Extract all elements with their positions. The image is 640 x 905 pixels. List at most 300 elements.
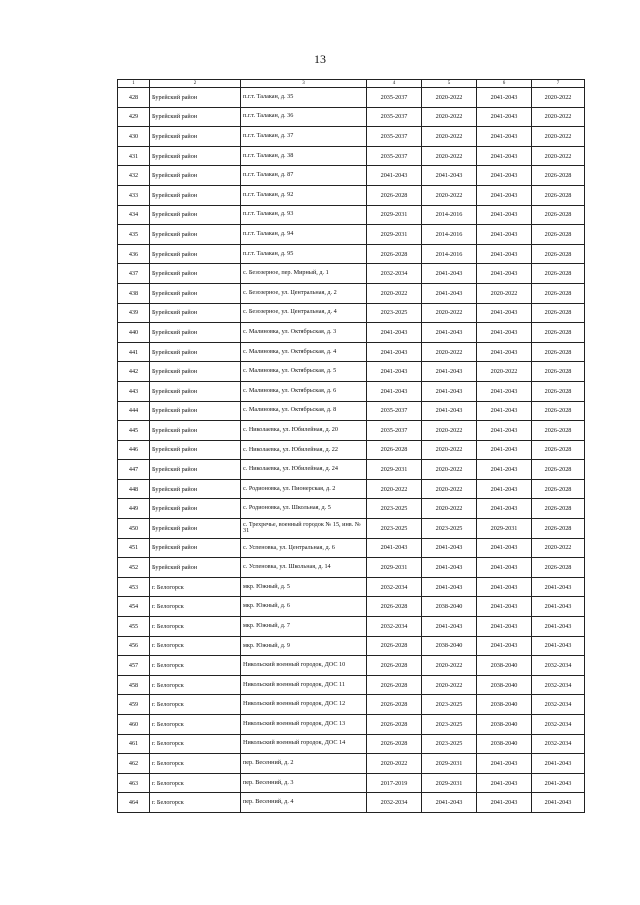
- period-cell: 2038-2040: [422, 597, 477, 617]
- period-cell: 2020-2022: [422, 460, 477, 480]
- period-cell: 2026-2028: [367, 675, 422, 695]
- table-row: [118, 479, 585, 499]
- table-row: [118, 303, 585, 323]
- row-number: 431: [118, 146, 150, 166]
- table-row: [118, 695, 585, 715]
- district-cell: г. Белогорск: [150, 773, 241, 793]
- address-cell: с. Безозерное, пер. Мирный, д. 1: [241, 264, 367, 284]
- row-number: 439: [118, 303, 150, 323]
- period-cell: 2035-2037: [367, 127, 422, 147]
- period-cell: 2041-2043: [532, 577, 585, 597]
- row-number: 445: [118, 421, 150, 441]
- period-cell: 2029-2031: [367, 205, 422, 225]
- address-cell: п.г.т. Талакан, д. 35: [241, 88, 367, 108]
- period-cell: 2041-2043: [422, 401, 477, 421]
- table-row: [118, 773, 585, 793]
- row-number: 462: [118, 754, 150, 774]
- period-cell: 2032-2034: [367, 793, 422, 813]
- district-cell: г. Белогорск: [150, 715, 241, 735]
- period-cell: 2041-2043: [367, 166, 422, 186]
- table-row: [118, 127, 585, 147]
- period-cell: 2032-2034: [367, 264, 422, 284]
- table-row: [118, 225, 585, 245]
- address-cell: Никольский военный городок, ДОС 11: [241, 675, 367, 695]
- period-cell: 2041-2043: [367, 342, 422, 362]
- period-cell: 2026-2028: [532, 264, 585, 284]
- address-cell: с. Малиновка, ул. Октябрьская, д. 3: [241, 323, 367, 343]
- district-cell: г. Белогорск: [150, 754, 241, 774]
- table-row: [118, 715, 585, 735]
- period-cell: 2041-2043: [477, 499, 532, 519]
- period-cell: 2041-2043: [422, 323, 477, 343]
- period-cell: 2020-2022: [532, 127, 585, 147]
- district-cell: Бурейский район: [150, 225, 241, 245]
- column-number: 3: [241, 80, 367, 88]
- address-cell: п.г.т. Талакан, д. 36: [241, 107, 367, 127]
- address-cell: Никольский военный городок, ДОС 12: [241, 695, 367, 715]
- period-cell: 2026-2028: [367, 636, 422, 656]
- period-cell: 2020-2022: [422, 185, 477, 205]
- district-cell: г. Белогорск: [150, 695, 241, 715]
- period-cell: 2026-2028: [532, 244, 585, 264]
- table-row: [118, 166, 585, 186]
- table-row: [118, 734, 585, 754]
- period-cell: 2014-2016: [422, 244, 477, 264]
- period-cell: 2041-2043: [477, 205, 532, 225]
- address-cell: мкр. Южный, д. 7: [241, 617, 367, 637]
- row-number: 447: [118, 460, 150, 480]
- period-cell: 2026-2028: [532, 558, 585, 578]
- period-cell: 2020-2022: [422, 499, 477, 519]
- period-cell: 2020-2022: [477, 283, 532, 303]
- district-cell: Бурейский район: [150, 342, 241, 362]
- period-cell: 2017-2019: [367, 773, 422, 793]
- period-cell: 2029-2031: [477, 519, 532, 539]
- row-number: 440: [118, 323, 150, 343]
- period-cell: 2041-2043: [422, 362, 477, 382]
- period-cell: 2035-2037: [367, 146, 422, 166]
- period-cell: 2041-2043: [532, 617, 585, 637]
- address-cell: с. Родионовка, ул. Пионерская, д. 2: [241, 479, 367, 499]
- period-cell: 2020-2022: [532, 538, 585, 558]
- table-row: [118, 577, 585, 597]
- period-cell: 2041-2043: [477, 479, 532, 499]
- period-cell: 2020-2022: [532, 107, 585, 127]
- period-cell: 2041-2043: [477, 773, 532, 793]
- district-cell: г. Белогорск: [150, 675, 241, 695]
- period-cell: 2023-2025: [367, 519, 422, 539]
- address-cell: с. Малиновка, ул. Октябрьская, д. 8: [241, 401, 367, 421]
- row-number: 443: [118, 381, 150, 401]
- row-number: 456: [118, 636, 150, 656]
- address-cell: п.г.т. Талакан, д. 87: [241, 166, 367, 186]
- row-number: 457: [118, 656, 150, 676]
- period-cell: 2020-2022: [422, 107, 477, 127]
- address-cell: с. Малиновка, ул. Октябрьская, д. 5: [241, 362, 367, 382]
- period-cell: 2041-2043: [422, 538, 477, 558]
- table-row: [118, 421, 585, 441]
- address-cell: с. Успеновка, ул. Центральная, д. 6: [241, 538, 367, 558]
- period-cell: 2041-2043: [367, 362, 422, 382]
- address-cell: с. Безозерное, ул. Центральная, д. 2: [241, 283, 367, 303]
- address-cell: Никольский военный городок, ДОС 14: [241, 734, 367, 754]
- period-cell: 2041-2043: [422, 617, 477, 637]
- table-row: [118, 264, 585, 284]
- table-row: [118, 636, 585, 656]
- address-cell: мкр. Южный, д. 6: [241, 597, 367, 617]
- row-number: 452: [118, 558, 150, 578]
- period-cell: 2038-2040: [477, 715, 532, 735]
- period-cell: 2041-2043: [422, 558, 477, 578]
- period-cell: 2041-2043: [532, 636, 585, 656]
- page-number: 13: [314, 52, 326, 66]
- period-cell: 2023-2025: [367, 303, 422, 323]
- row-number: 428: [118, 88, 150, 108]
- period-cell: 2035-2037: [367, 107, 422, 127]
- period-cell: 2026-2028: [532, 283, 585, 303]
- table-row: [118, 460, 585, 480]
- address-cell: пер. Весенний, д. 2: [241, 754, 367, 774]
- period-cell: 2020-2022: [422, 303, 477, 323]
- period-cell: 2029-2031: [367, 460, 422, 480]
- period-cell: 2026-2028: [532, 401, 585, 421]
- table-row: [118, 656, 585, 676]
- period-cell: 2023-2025: [422, 734, 477, 754]
- period-cell: 2020-2022: [422, 88, 477, 108]
- period-cell: 2026-2028: [367, 185, 422, 205]
- period-cell: 2026-2028: [367, 656, 422, 676]
- period-cell: 2026-2028: [532, 323, 585, 343]
- period-cell: 2038-2040: [477, 734, 532, 754]
- district-cell: Бурейский район: [150, 107, 241, 127]
- address-cell: пер. Весенний, д. 3: [241, 773, 367, 793]
- district-cell: Бурейский район: [150, 88, 241, 108]
- housing-schedule-table: [117, 79, 585, 813]
- period-cell: 2041-2043: [422, 283, 477, 303]
- row-number: 450: [118, 519, 150, 539]
- period-cell: 2023-2025: [422, 519, 477, 539]
- period-cell: 2038-2040: [422, 636, 477, 656]
- period-cell: 2020-2022: [422, 675, 477, 695]
- period-cell: 2029-2031: [367, 225, 422, 245]
- district-cell: Бурейский район: [150, 303, 241, 323]
- column-number: 4: [367, 80, 422, 88]
- period-cell: 2026-2028: [532, 185, 585, 205]
- address-cell: с. Малиновка, ул. Октябрьская, д. 6: [241, 381, 367, 401]
- row-number: 437: [118, 264, 150, 284]
- district-cell: Бурейский район: [150, 205, 241, 225]
- district-cell: Бурейский район: [150, 127, 241, 147]
- address-cell: с. Малиновка, ул. Октябрьская, д. 4: [241, 342, 367, 362]
- period-cell: 2023-2025: [422, 715, 477, 735]
- row-number: 458: [118, 675, 150, 695]
- district-cell: Бурейский район: [150, 146, 241, 166]
- table-row: [118, 675, 585, 695]
- period-cell: 2020-2022: [367, 754, 422, 774]
- row-number: 446: [118, 440, 150, 460]
- district-cell: Бурейский район: [150, 166, 241, 186]
- column-number: 5: [422, 80, 477, 88]
- address-cell: п.г.т. Талакан, д. 95: [241, 244, 367, 264]
- address-cell: мкр. Южный, д. 5: [241, 577, 367, 597]
- table-row: [118, 440, 585, 460]
- table-row: [118, 558, 585, 578]
- period-cell: 2041-2043: [477, 146, 532, 166]
- district-cell: Бурейский район: [150, 558, 241, 578]
- column-number: 2: [150, 80, 241, 88]
- period-cell: 2041-2043: [477, 754, 532, 774]
- district-cell: Бурейский район: [150, 185, 241, 205]
- row-number: 448: [118, 479, 150, 499]
- district-cell: г. Белогорск: [150, 656, 241, 676]
- period-cell: 2026-2028: [367, 695, 422, 715]
- address-cell: с. Николаевка, ул. Юбилейная, д. 22: [241, 440, 367, 460]
- district-cell: г. Белогорск: [150, 597, 241, 617]
- table-row: [118, 205, 585, 225]
- period-cell: 2041-2043: [477, 440, 532, 460]
- period-cell: 2041-2043: [477, 558, 532, 578]
- period-cell: 2041-2043: [477, 127, 532, 147]
- period-cell: 2026-2028: [532, 479, 585, 499]
- period-cell: 2041-2043: [422, 793, 477, 813]
- period-cell: 2041-2043: [477, 323, 532, 343]
- district-cell: Бурейский район: [150, 283, 241, 303]
- address-cell: п.г.т. Талакан, д. 93: [241, 205, 367, 225]
- period-cell: 2026-2028: [532, 519, 585, 539]
- period-cell: 2041-2043: [532, 597, 585, 617]
- period-cell: 2026-2028: [532, 440, 585, 460]
- period-cell: 2029-2031: [367, 558, 422, 578]
- row-number: 460: [118, 715, 150, 735]
- address-cell: Никольский военный городок, ДОС 10: [241, 656, 367, 676]
- period-cell: 2020-2022: [422, 421, 477, 441]
- table-row: [118, 401, 585, 421]
- period-cell: 2041-2043: [477, 107, 532, 127]
- period-cell: 2035-2037: [367, 88, 422, 108]
- period-cell: 2041-2043: [532, 754, 585, 774]
- table-row: [118, 342, 585, 362]
- period-cell: 2026-2028: [532, 225, 585, 245]
- period-cell: 2023-2025: [422, 695, 477, 715]
- district-cell: Бурейский район: [150, 244, 241, 264]
- period-cell: 2041-2043: [477, 597, 532, 617]
- address-cell: с. Безозерное, ул. Центральная, д. 4: [241, 303, 367, 323]
- period-cell: 2020-2022: [367, 479, 422, 499]
- row-number: 441: [118, 342, 150, 362]
- period-cell: 2041-2043: [367, 538, 422, 558]
- period-cell: 2041-2043: [367, 381, 422, 401]
- period-cell: 2026-2028: [367, 244, 422, 264]
- period-cell: 2041-2043: [477, 381, 532, 401]
- row-number: 444: [118, 401, 150, 421]
- table-row: [118, 107, 585, 127]
- column-number: 1: [118, 80, 150, 88]
- period-cell: 2041-2043: [477, 264, 532, 284]
- period-cell: 2032-2034: [532, 656, 585, 676]
- period-cell: 2026-2028: [532, 166, 585, 186]
- period-cell: 2032-2034: [532, 734, 585, 754]
- table-row: [118, 519, 585, 539]
- row-number: 455: [118, 617, 150, 637]
- address-cell: п.г.т. Талакан, д. 38: [241, 146, 367, 166]
- period-cell: 2041-2043: [367, 323, 422, 343]
- district-cell: Бурейский район: [150, 440, 241, 460]
- row-number: 451: [118, 538, 150, 558]
- period-cell: 2038-2040: [477, 656, 532, 676]
- district-cell: Бурейский район: [150, 401, 241, 421]
- period-cell: 2035-2037: [367, 401, 422, 421]
- row-number: 453: [118, 577, 150, 597]
- table-row: [118, 146, 585, 166]
- period-cell: 2026-2028: [532, 499, 585, 519]
- table-row: [118, 538, 585, 558]
- period-cell: 2020-2022: [422, 440, 477, 460]
- period-cell: 2020-2022: [367, 283, 422, 303]
- row-number: 435: [118, 225, 150, 245]
- district-cell: Бурейский район: [150, 538, 241, 558]
- address-cell: с. Родионовка, ул. Школьная, д. 5: [241, 499, 367, 519]
- district-cell: Бурейский район: [150, 460, 241, 480]
- district-cell: Бурейский район: [150, 362, 241, 382]
- period-cell: 2041-2043: [477, 577, 532, 597]
- period-cell: 2041-2043: [422, 577, 477, 597]
- period-cell: 2026-2028: [367, 715, 422, 735]
- table-row: [118, 754, 585, 774]
- period-cell: 2038-2040: [477, 695, 532, 715]
- period-cell: 2041-2043: [422, 166, 477, 186]
- column-number: 7: [532, 80, 585, 88]
- table-row: [118, 793, 585, 813]
- period-cell: 2020-2022: [422, 342, 477, 362]
- district-cell: Бурейский район: [150, 519, 241, 539]
- row-number: 434: [118, 205, 150, 225]
- period-cell: 2026-2028: [367, 440, 422, 460]
- period-cell: 2041-2043: [477, 166, 532, 186]
- table-row: [118, 185, 585, 205]
- row-number: 454: [118, 597, 150, 617]
- row-number: 436: [118, 244, 150, 264]
- period-cell: 2014-2016: [422, 205, 477, 225]
- row-number: 442: [118, 362, 150, 382]
- period-cell: 2041-2043: [422, 264, 477, 284]
- row-number: 430: [118, 127, 150, 147]
- period-cell: 2020-2022: [532, 146, 585, 166]
- period-cell: 2038-2040: [477, 675, 532, 695]
- period-cell: 2041-2043: [477, 538, 532, 558]
- address-cell: п.г.т. Талакан, д. 92: [241, 185, 367, 205]
- table-row: [118, 597, 585, 617]
- period-cell: 2032-2034: [532, 675, 585, 695]
- address-cell: п.г.т. Талакан, д. 37: [241, 127, 367, 147]
- period-cell: 2026-2028: [532, 381, 585, 401]
- period-cell: 2029-2031: [422, 773, 477, 793]
- address-cell: с. Николаевка, ул. Юбилейная, д. 20: [241, 421, 367, 441]
- row-number: 429: [118, 107, 150, 127]
- period-cell: 2020-2022: [422, 656, 477, 676]
- period-cell: 2026-2028: [367, 597, 422, 617]
- period-cell: 2041-2043: [477, 342, 532, 362]
- period-cell: 2023-2025: [367, 499, 422, 519]
- period-cell: 2029-2031: [422, 754, 477, 774]
- period-cell: 2041-2043: [477, 303, 532, 323]
- period-cell: 2032-2034: [532, 715, 585, 735]
- row-number: 459: [118, 695, 150, 715]
- column-number-row: [118, 80, 585, 88]
- district-cell: Бурейский район: [150, 421, 241, 441]
- period-cell: 2041-2043: [532, 773, 585, 793]
- period-cell: 2020-2022: [422, 146, 477, 166]
- period-cell: 2041-2043: [477, 185, 532, 205]
- period-cell: 2026-2028: [532, 342, 585, 362]
- table-row: [118, 381, 585, 401]
- district-cell: г. Белогорск: [150, 617, 241, 637]
- district-cell: г. Белогорск: [150, 734, 241, 754]
- period-cell: 2041-2043: [532, 793, 585, 813]
- period-cell: 2041-2043: [477, 244, 532, 264]
- address-cell: мкр. Южный, д. 9: [241, 636, 367, 656]
- period-cell: 2020-2022: [422, 479, 477, 499]
- period-cell: 2026-2028: [532, 303, 585, 323]
- period-cell: 2014-2016: [422, 225, 477, 245]
- period-cell: 2041-2043: [477, 793, 532, 813]
- period-cell: 2041-2043: [477, 617, 532, 637]
- table-row: [118, 617, 585, 637]
- district-cell: Бурейский район: [150, 499, 241, 519]
- row-number: 433: [118, 185, 150, 205]
- row-number: 463: [118, 773, 150, 793]
- district-cell: Бурейский район: [150, 479, 241, 499]
- period-cell: 2020-2022: [532, 88, 585, 108]
- period-cell: 2032-2034: [367, 617, 422, 637]
- period-cell: 2026-2028: [532, 460, 585, 480]
- column-number: 6: [477, 80, 532, 88]
- row-number: 461: [118, 734, 150, 754]
- address-cell: п.г.т. Талакан, д. 94: [241, 225, 367, 245]
- period-cell: 2026-2028: [532, 205, 585, 225]
- period-cell: 2041-2043: [477, 401, 532, 421]
- period-cell: 2041-2043: [477, 460, 532, 480]
- table-row: [118, 88, 585, 108]
- row-number: 449: [118, 499, 150, 519]
- district-cell: Бурейский район: [150, 264, 241, 284]
- address-cell: Никольский военный городок, ДОС 13: [241, 715, 367, 735]
- address-cell: пер. Весенний, д. 4: [241, 793, 367, 813]
- district-cell: Бурейский район: [150, 323, 241, 343]
- table-row: [118, 283, 585, 303]
- address-cell: с. Успеновка, ул. Школьная, д. 14: [241, 558, 367, 578]
- district-cell: Бурейский район: [150, 381, 241, 401]
- period-cell: 2041-2043: [477, 421, 532, 441]
- period-cell: 2026-2028: [367, 734, 422, 754]
- district-cell: г. Белогорск: [150, 577, 241, 597]
- period-cell: 2041-2043: [422, 381, 477, 401]
- district-cell: г. Белогорск: [150, 636, 241, 656]
- period-cell: 2041-2043: [477, 225, 532, 245]
- period-cell: 2032-2034: [367, 577, 422, 597]
- period-cell: 2041-2043: [477, 88, 532, 108]
- row-number: 464: [118, 793, 150, 813]
- table-row: [118, 499, 585, 519]
- address-cell: с. Трехречье, военный городок № 15, инв. № 31: [241, 519, 367, 539]
- period-cell: 2041-2043: [477, 636, 532, 656]
- row-number: 438: [118, 283, 150, 303]
- district-cell: г. Белогорск: [150, 793, 241, 813]
- period-cell: 2020-2022: [477, 362, 532, 382]
- table-row: [118, 244, 585, 264]
- table-row: [118, 362, 585, 382]
- table-row: [118, 323, 585, 343]
- row-number: 432: [118, 166, 150, 186]
